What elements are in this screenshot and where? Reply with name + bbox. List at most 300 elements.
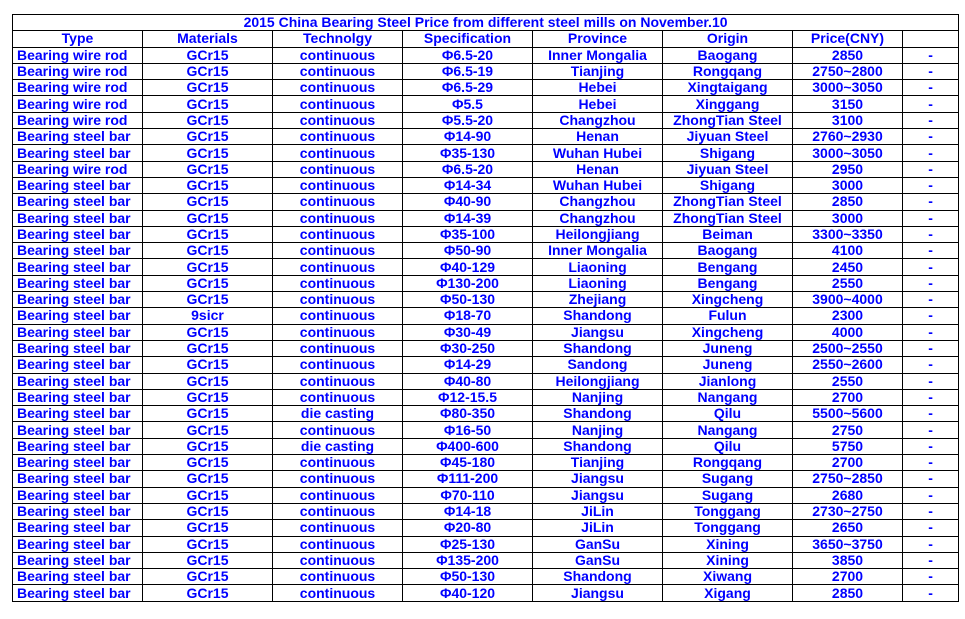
- cell-extra: -: [903, 389, 959, 405]
- cell-price: 2750~2800: [793, 63, 903, 79]
- cell-specification: Φ6.5-20: [403, 161, 533, 177]
- cell-origin: Xingcheng: [663, 324, 793, 340]
- cell-type: Bearing steel bar: [13, 210, 143, 226]
- cell-origin: Xining: [663, 536, 793, 552]
- cell-technology: continuous: [273, 47, 403, 63]
- cell-price: 2750: [793, 422, 903, 438]
- cell-origin: Shigang: [663, 145, 793, 161]
- table-row: [13, 47, 959, 63]
- cell-specification: Φ111-200: [403, 471, 533, 487]
- cell-materials: GCr15: [143, 503, 273, 519]
- cell-technology: continuous: [273, 292, 403, 308]
- cell-specification: Φ30-49: [403, 324, 533, 340]
- cell-technology: continuous: [273, 161, 403, 177]
- cell-materials: GCr15: [143, 259, 273, 275]
- cell-origin: Bengang: [663, 259, 793, 275]
- header-province: Province: [533, 31, 663, 47]
- cell-materials: GCr15: [143, 438, 273, 454]
- cell-type: Bearing steel bar: [13, 259, 143, 275]
- cell-materials: GCr15: [143, 96, 273, 112]
- cell-technology: continuous: [273, 487, 403, 503]
- cell-materials: GCr15: [143, 340, 273, 356]
- cell-technology: continuous: [273, 177, 403, 193]
- cell-materials: GCr15: [143, 145, 273, 161]
- table-row: [13, 63, 959, 79]
- cell-technology: continuous: [273, 194, 403, 210]
- cell-technology: continuous: [273, 226, 403, 242]
- cell-origin: ZhongTian Steel: [663, 210, 793, 226]
- table-row: [13, 357, 959, 373]
- cell-specification: Φ130-200: [403, 275, 533, 291]
- cell-province: Inner Mongalia: [533, 47, 663, 63]
- price-table: [12, 14, 959, 602]
- cell-price: 2760~2930: [793, 129, 903, 145]
- cell-price: 2500~2550: [793, 340, 903, 356]
- table-row: [13, 552, 959, 568]
- cell-province: Shandong: [533, 308, 663, 324]
- cell-province: Shandong: [533, 340, 663, 356]
- cell-origin: Rongqang: [663, 63, 793, 79]
- cell-materials: GCr15: [143, 455, 273, 471]
- table-row: [13, 569, 959, 585]
- cell-materials: GCr15: [143, 357, 273, 373]
- cell-type: Bearing steel bar: [13, 455, 143, 471]
- cell-province: Henan: [533, 129, 663, 145]
- table-row: [13, 275, 959, 291]
- cell-origin: Baogang: [663, 47, 793, 63]
- cell-origin: Baogang: [663, 243, 793, 259]
- cell-price: 2700: [793, 455, 903, 471]
- cell-type: Bearing steel bar: [13, 324, 143, 340]
- table-body: [13, 47, 959, 601]
- cell-province: Nanjing: [533, 389, 663, 405]
- cell-origin: Qilu: [663, 406, 793, 422]
- cell-extra: -: [903, 340, 959, 356]
- cell-origin: Sugang: [663, 471, 793, 487]
- cell-technology: continuous: [273, 357, 403, 373]
- cell-type: Bearing steel bar: [13, 194, 143, 210]
- cell-province: Changzhou: [533, 194, 663, 210]
- header-extra: [903, 31, 959, 47]
- cell-province: Heilongjiang: [533, 226, 663, 242]
- cell-type: Bearing steel bar: [13, 292, 143, 308]
- cell-origin: Xingtaigang: [663, 80, 793, 96]
- cell-origin: Beiman: [663, 226, 793, 242]
- cell-province: Inner Mongalia: [533, 243, 663, 259]
- cell-type: Bearing steel bar: [13, 275, 143, 291]
- table-row: [13, 259, 959, 275]
- table-row: [13, 226, 959, 242]
- cell-extra: -: [903, 406, 959, 422]
- cell-origin: Juneng: [663, 357, 793, 373]
- cell-origin: Xigang: [663, 585, 793, 601]
- cell-materials: GCr15: [143, 487, 273, 503]
- cell-materials: GCr15: [143, 552, 273, 568]
- cell-province: Changzhou: [533, 210, 663, 226]
- cell-origin: Shigang: [663, 177, 793, 193]
- cell-price: 2950: [793, 161, 903, 177]
- cell-type: Bearing steel bar: [13, 552, 143, 568]
- cell-specification: Φ14-34: [403, 177, 533, 193]
- cell-technology: continuous: [273, 585, 403, 601]
- cell-extra: -: [903, 357, 959, 373]
- cell-origin: Rongqang: [663, 455, 793, 471]
- cell-province: Shandong: [533, 569, 663, 585]
- header-specification: Specification: [403, 31, 533, 47]
- cell-type: Bearing steel bar: [13, 340, 143, 356]
- cell-province: Liaoning: [533, 259, 663, 275]
- cell-technology: continuous: [273, 308, 403, 324]
- cell-materials: GCr15: [143, 406, 273, 422]
- cell-origin: Tonggang: [663, 503, 793, 519]
- cell-province: Hebei: [533, 80, 663, 96]
- cell-extra: -: [903, 438, 959, 454]
- cell-specification: Φ35-130: [403, 145, 533, 161]
- cell-type: Bearing steel bar: [13, 471, 143, 487]
- cell-materials: GCr15: [143, 292, 273, 308]
- cell-price: 2700: [793, 389, 903, 405]
- cell-price: 3650~3750: [793, 536, 903, 552]
- cell-technology: continuous: [273, 471, 403, 487]
- cell-type: Bearing wire rod: [13, 112, 143, 128]
- cell-materials: GCr15: [143, 47, 273, 63]
- cell-price: 2680: [793, 487, 903, 503]
- cell-technology: continuous: [273, 552, 403, 568]
- cell-specification: Φ40-129: [403, 259, 533, 275]
- cell-materials: GCr15: [143, 471, 273, 487]
- header-materials: Materials: [143, 31, 273, 47]
- cell-price: 3000: [793, 210, 903, 226]
- cell-specification: Φ20-80: [403, 520, 533, 536]
- cell-province: Heilongjiang: [533, 373, 663, 389]
- cell-type: Bearing wire rod: [13, 47, 143, 63]
- cell-extra: -: [903, 210, 959, 226]
- cell-origin: Nangang: [663, 422, 793, 438]
- cell-extra: -: [903, 112, 959, 128]
- table-row: [13, 129, 959, 145]
- cell-technology: continuous: [273, 275, 403, 291]
- cell-price: 2650: [793, 520, 903, 536]
- cell-extra: -: [903, 308, 959, 324]
- cell-price: 3150: [793, 96, 903, 112]
- table-row: [13, 471, 959, 487]
- cell-materials: GCr15: [143, 422, 273, 438]
- cell-specification: Φ14-39: [403, 210, 533, 226]
- cell-price: 2850: [793, 585, 903, 601]
- cell-extra: -: [903, 324, 959, 340]
- cell-materials: GCr15: [143, 161, 273, 177]
- cell-materials: 9sicr: [143, 308, 273, 324]
- cell-specification: Φ50-90: [403, 243, 533, 259]
- cell-materials: GCr15: [143, 243, 273, 259]
- cell-extra: -: [903, 194, 959, 210]
- cell-origin: Sugang: [663, 487, 793, 503]
- cell-origin: Jiyuan Steel: [663, 161, 793, 177]
- cell-extra: -: [903, 585, 959, 601]
- cell-province: Henan: [533, 161, 663, 177]
- header-origin: Origin: [663, 31, 793, 47]
- cell-origin: Juneng: [663, 340, 793, 356]
- cell-materials: GCr15: [143, 210, 273, 226]
- cell-technology: continuous: [273, 259, 403, 275]
- cell-price: 2550~2600: [793, 357, 903, 373]
- cell-province: Hebei: [533, 96, 663, 112]
- cell-specification: Φ14-90: [403, 129, 533, 145]
- cell-type: Bearing wire rod: [13, 96, 143, 112]
- cell-extra: -: [903, 96, 959, 112]
- cell-price: 2850: [793, 194, 903, 210]
- cell-type: Bearing steel bar: [13, 373, 143, 389]
- cell-province: Shandong: [533, 438, 663, 454]
- cell-price: 2450: [793, 259, 903, 275]
- cell-price: 3000~3050: [793, 145, 903, 161]
- cell-province: Wuhan Hubei: [533, 145, 663, 161]
- cell-province: Nanjing: [533, 422, 663, 438]
- cell-specification: Φ40-80: [403, 373, 533, 389]
- cell-type: Bearing steel bar: [13, 177, 143, 193]
- cell-extra: -: [903, 161, 959, 177]
- cell-extra: -: [903, 455, 959, 471]
- cell-technology: continuous: [273, 243, 403, 259]
- cell-technology: continuous: [273, 324, 403, 340]
- cell-price: 3850: [793, 552, 903, 568]
- cell-price: 3000: [793, 177, 903, 193]
- cell-specification: Φ70-110: [403, 487, 533, 503]
- cell-type: Bearing steel bar: [13, 406, 143, 422]
- cell-province: JiLin: [533, 503, 663, 519]
- cell-specification: Φ45-180: [403, 455, 533, 471]
- cell-origin: Xinggang: [663, 96, 793, 112]
- table-title: 2015 China Bearing Steel Price from different steel mills on November.10: [13, 15, 959, 31]
- cell-extra: -: [903, 259, 959, 275]
- table-row: [13, 406, 959, 422]
- table-row: [13, 389, 959, 405]
- cell-materials: GCr15: [143, 129, 273, 145]
- cell-technology: continuous: [273, 520, 403, 536]
- cell-province: GanSu: [533, 536, 663, 552]
- cell-technology: continuous: [273, 112, 403, 128]
- cell-origin: Jiyuan Steel: [663, 129, 793, 145]
- header-row: [13, 31, 959, 47]
- cell-origin: Bengang: [663, 275, 793, 291]
- cell-specification: Φ5.5-20: [403, 112, 533, 128]
- cell-specification: Φ35-100: [403, 226, 533, 242]
- cell-materials: GCr15: [143, 275, 273, 291]
- cell-price: 2550: [793, 275, 903, 291]
- cell-type: Bearing steel bar: [13, 389, 143, 405]
- cell-technology: continuous: [273, 63, 403, 79]
- cell-type: Bearing steel bar: [13, 487, 143, 503]
- cell-price: 2850: [793, 47, 903, 63]
- cell-type: Bearing steel bar: [13, 585, 143, 601]
- cell-materials: GCr15: [143, 585, 273, 601]
- cell-extra: -: [903, 471, 959, 487]
- header-type: Type: [13, 31, 143, 47]
- cell-technology: continuous: [273, 455, 403, 471]
- cell-type: Bearing steel bar: [13, 438, 143, 454]
- cell-price: 2300: [793, 308, 903, 324]
- cell-type: Bearing steel bar: [13, 422, 143, 438]
- table-row: [13, 438, 959, 454]
- cell-technology: die casting: [273, 406, 403, 422]
- cell-specification: Φ14-29: [403, 357, 533, 373]
- cell-technology: continuous: [273, 96, 403, 112]
- cell-specification: Φ18-70: [403, 308, 533, 324]
- cell-province: Liaoning: [533, 275, 663, 291]
- table-row: [13, 292, 959, 308]
- cell-extra: -: [903, 145, 959, 161]
- cell-technology: continuous: [273, 145, 403, 161]
- cell-materials: GCr15: [143, 80, 273, 96]
- cell-specification: Φ135-200: [403, 552, 533, 568]
- cell-specification: Φ16-50: [403, 422, 533, 438]
- cell-technology: continuous: [273, 422, 403, 438]
- cell-materials: GCr15: [143, 226, 273, 242]
- cell-type: Bearing wire rod: [13, 80, 143, 96]
- cell-origin: Fulun: [663, 308, 793, 324]
- table-row: [13, 308, 959, 324]
- cell-price: 2750~2850: [793, 471, 903, 487]
- cell-extra: -: [903, 487, 959, 503]
- cell-extra: -: [903, 422, 959, 438]
- cell-price: 2550: [793, 373, 903, 389]
- cell-price: 5500~5600: [793, 406, 903, 422]
- cell-extra: -: [903, 292, 959, 308]
- cell-type: Bearing wire rod: [13, 63, 143, 79]
- table-row: [13, 80, 959, 96]
- cell-province: Shandong: [533, 406, 663, 422]
- cell-price: 3100: [793, 112, 903, 128]
- cell-type: Bearing steel bar: [13, 503, 143, 519]
- table-row: [13, 194, 959, 210]
- cell-technology: continuous: [273, 569, 403, 585]
- table-row: [13, 340, 959, 356]
- cell-technology: continuous: [273, 536, 403, 552]
- cell-materials: GCr15: [143, 112, 273, 128]
- cell-price: 4100: [793, 243, 903, 259]
- cell-extra: -: [903, 177, 959, 193]
- header-price: Price(CNY): [793, 31, 903, 47]
- cell-specification: Φ400-600: [403, 438, 533, 454]
- table-row: [13, 422, 959, 438]
- table-row: [13, 145, 959, 161]
- cell-technology: die casting: [273, 438, 403, 454]
- cell-origin: Xiwang: [663, 569, 793, 585]
- cell-type: Bearing steel bar: [13, 536, 143, 552]
- cell-origin: ZhongTian Steel: [663, 112, 793, 128]
- cell-origin: ZhongTian Steel: [663, 194, 793, 210]
- cell-price: 3900~4000: [793, 292, 903, 308]
- table-row: [13, 96, 959, 112]
- cell-origin: Qilu: [663, 438, 793, 454]
- cell-specification: Φ40-90: [403, 194, 533, 210]
- cell-technology: continuous: [273, 80, 403, 96]
- cell-extra: -: [903, 520, 959, 536]
- cell-price: 5750: [793, 438, 903, 454]
- cell-province: Wuhan Hubei: [533, 177, 663, 193]
- table-row: [13, 373, 959, 389]
- cell-type: Bearing steel bar: [13, 243, 143, 259]
- cell-specification: Φ6.5-19: [403, 63, 533, 79]
- cell-technology: continuous: [273, 389, 403, 405]
- cell-specification: Φ6.5-20: [403, 47, 533, 63]
- cell-origin: Nangang: [663, 389, 793, 405]
- cell-technology: continuous: [273, 373, 403, 389]
- cell-materials: GCr15: [143, 63, 273, 79]
- cell-specification: Φ12-15.5: [403, 389, 533, 405]
- cell-specification: Φ50-130: [403, 292, 533, 308]
- cell-specification: Φ30-250: [403, 340, 533, 356]
- cell-extra: -: [903, 552, 959, 568]
- cell-province: Jiangsu: [533, 471, 663, 487]
- table-row: [13, 112, 959, 128]
- cell-price: 2700: [793, 569, 903, 585]
- cell-materials: GCr15: [143, 569, 273, 585]
- table-row: [13, 487, 959, 503]
- cell-technology: continuous: [273, 210, 403, 226]
- cell-origin: Jianlong: [663, 373, 793, 389]
- table-row: [13, 536, 959, 552]
- table-row: [13, 177, 959, 193]
- cell-price: 4000: [793, 324, 903, 340]
- cell-price: 2730~2750: [793, 503, 903, 519]
- cell-extra: -: [903, 536, 959, 552]
- cell-type: Bearing wire rod: [13, 161, 143, 177]
- table-row: [13, 455, 959, 471]
- table-row: [13, 503, 959, 519]
- cell-type: Bearing steel bar: [13, 308, 143, 324]
- cell-extra: -: [903, 243, 959, 259]
- cell-origin: Tonggang: [663, 520, 793, 536]
- cell-extra: -: [903, 63, 959, 79]
- cell-origin: Xining: [663, 552, 793, 568]
- cell-province: Zhejiang: [533, 292, 663, 308]
- cell-province: GanSu: [533, 552, 663, 568]
- price-table-container: [12, 14, 958, 602]
- cell-extra: -: [903, 129, 959, 145]
- cell-price: 3300~3350: [793, 226, 903, 242]
- cell-materials: GCr15: [143, 536, 273, 552]
- cell-type: Bearing steel bar: [13, 226, 143, 242]
- cell-province: JiLin: [533, 520, 663, 536]
- cell-materials: GCr15: [143, 177, 273, 193]
- table-row: [13, 520, 959, 536]
- cell-type: Bearing steel bar: [13, 357, 143, 373]
- table-row: [13, 324, 959, 340]
- cell-technology: continuous: [273, 503, 403, 519]
- table-row: [13, 210, 959, 226]
- cell-extra: -: [903, 373, 959, 389]
- table-row: [13, 585, 959, 601]
- cell-province: Changzhou: [533, 112, 663, 128]
- cell-specification: Φ5.5: [403, 96, 533, 112]
- cell-specification: Φ6.5-29: [403, 80, 533, 96]
- cell-materials: GCr15: [143, 520, 273, 536]
- cell-province: Jiangsu: [533, 324, 663, 340]
- cell-technology: continuous: [273, 129, 403, 145]
- cell-extra: -: [903, 569, 959, 585]
- cell-materials: GCr15: [143, 194, 273, 210]
- cell-materials: GCr15: [143, 373, 273, 389]
- cell-province: Jiangsu: [533, 487, 663, 503]
- cell-extra: -: [903, 503, 959, 519]
- cell-province: Tianjing: [533, 455, 663, 471]
- cell-extra: -: [903, 47, 959, 63]
- cell-province: Jiangsu: [533, 585, 663, 601]
- cell-technology: continuous: [273, 340, 403, 356]
- cell-specification: Φ14-18: [403, 503, 533, 519]
- cell-extra: -: [903, 226, 959, 242]
